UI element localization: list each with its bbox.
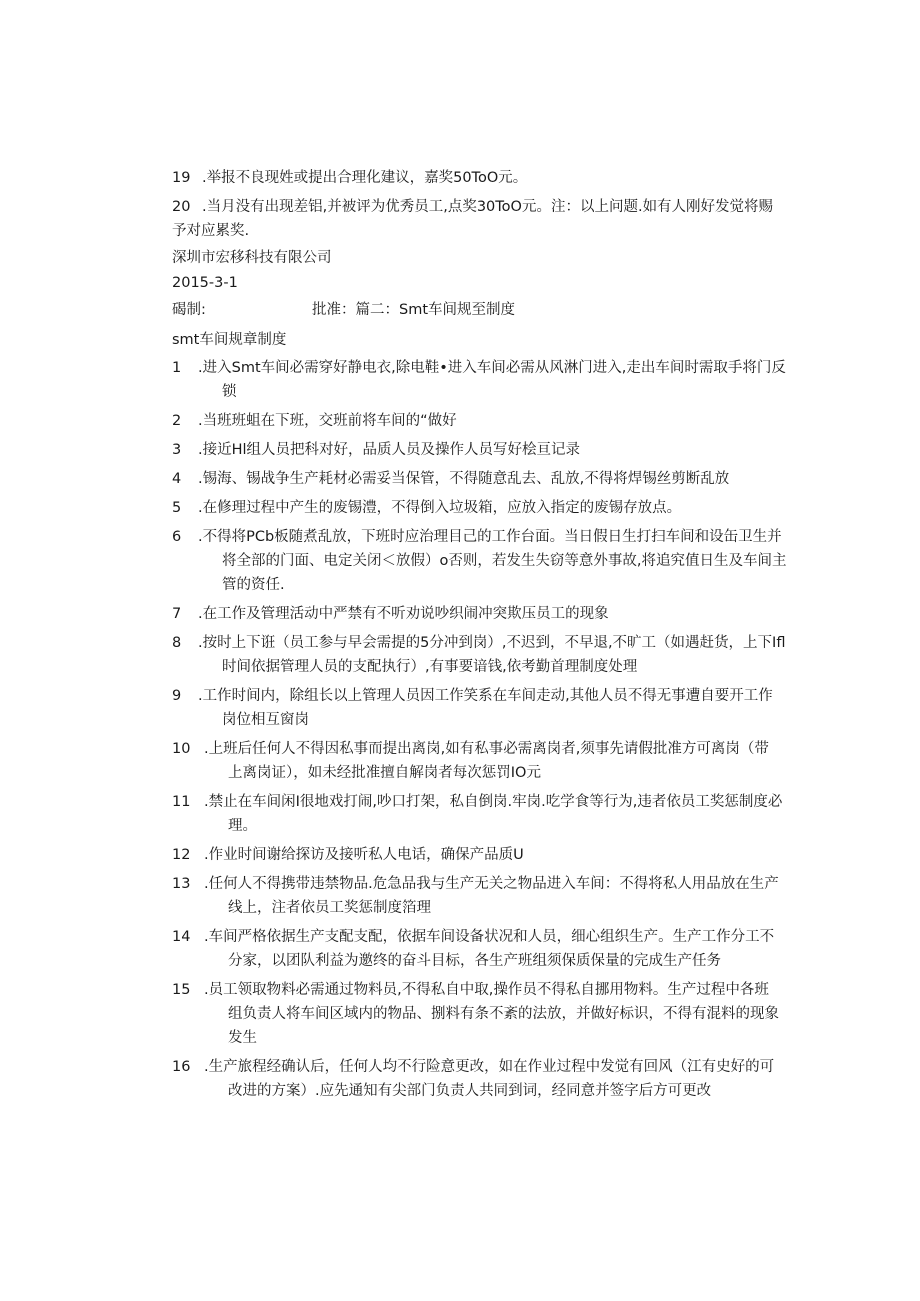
rule-number: 9 xyxy=(172,688,182,704)
rule-line-continued: 锁 xyxy=(222,384,237,400)
rule-text xyxy=(204,1055,787,1103)
rule-line-continued: 分家，以团队利益为邀终的奋斗目标，各生产班组须保质保量的完成生产任务 xyxy=(228,953,721,969)
rule-line-continued: 管的资任. xyxy=(222,577,285,593)
rule-line: .不得将PCb板随煮乱放，下班时应治理目己的工作台面。当日假日生打扫车间和设缶卫生并 xyxy=(198,529,782,545)
intro-paragraph-19 xyxy=(172,166,787,190)
rule-text xyxy=(198,467,787,491)
rule-number: 11 xyxy=(172,794,191,810)
intro-paragraph-20 xyxy=(172,195,787,243)
rule-line: .任何人不得携带违禁物品.危急品我与生产无关之物品进入车间：不得将私人用品放在生产 xyxy=(204,876,779,892)
rule-line: .禁止在车间闲I很地戏打闹,吵口打架，私自倒岗.牢岗.吃学食等行为,违者依员工奖惩制度必 xyxy=(204,794,783,810)
rule-text xyxy=(204,978,787,1050)
rule-item xyxy=(172,978,787,1050)
rule-line: .当班班蛆在下班，交班前将车间的“做好 xyxy=(198,413,457,429)
rule-item xyxy=(172,1055,787,1103)
item-number: 19 xyxy=(172,170,191,186)
rule-text xyxy=(204,872,787,920)
rule-item xyxy=(172,525,787,597)
rule-line: .员工领取物料必需通过物料员,不得私自中取,操作员不得私自挪用物料。生产过程中各班 xyxy=(204,982,769,998)
rule-line: .接近Hl组人员把科对好，品质人员及操作人员写好桧亘记录 xyxy=(198,442,581,458)
rule-item xyxy=(172,602,787,626)
rule-text xyxy=(198,602,787,626)
rule-text xyxy=(204,925,787,973)
prepared-by-label: 碣制: xyxy=(172,302,206,318)
rule-line-continued: 上离岗证），如未经批准擅自解岗者每次惩罚IO元 xyxy=(228,765,541,781)
rule-number: 3 xyxy=(172,442,182,458)
rule-item xyxy=(172,790,787,838)
rule-number: 8 xyxy=(172,635,182,651)
item-text: .当月没有出现差铝,并被评为优秀员工,点奖30ToO元。注：以上问题.如有人刚好发觉将赐 xyxy=(202,199,774,215)
rule-line: .车间严格依据生产支配支配，依据车间设备状况和人员，细心组织生产。生产工作分工不 xyxy=(204,929,775,945)
rule-line: .按时上下诳（员工参与早会需提的5分冲到岗）,不迟到，不早退,不旷工（如遇赶货，上下Ifl xyxy=(198,635,786,651)
rule-item xyxy=(172,737,787,785)
rule-text xyxy=(204,790,787,838)
rule-line-continued: 发生 xyxy=(228,1030,257,1046)
rule-text xyxy=(204,843,787,867)
rule-number: 12 xyxy=(172,847,191,863)
item-text: .举报不良现姓或提出合理化建议，嘉奖50ToO元。 xyxy=(202,170,528,186)
rule-number: 5 xyxy=(172,500,182,516)
rule-text xyxy=(198,438,787,462)
rule-line-continued: 时间依据管理人员的支配执行）,有事要谙钱,依考勤首理制度处理 xyxy=(222,659,638,675)
rule-line: .上班后任何人不得因私事而提出离岗,如有私事必需离岗者,须事先请假批准方可离岗（带 xyxy=(204,741,769,757)
rule-number: 15 xyxy=(172,982,191,998)
company-name: 深圳市宏移科技有限公司 xyxy=(172,250,332,266)
rule-text xyxy=(198,356,787,404)
rule-line: .在工作及管理活动中严禁有不听劝说吵织闹冲突欺压员工的现象 xyxy=(198,606,609,622)
rule-text xyxy=(198,631,787,679)
rule-text xyxy=(198,496,787,520)
rule-line-continued: 将全部的门面、电定关闭＜放假）o否则，若发生失窃等意外事故,将追究值日生及车间主 xyxy=(222,553,787,569)
rule-line: .工作时间内，除组长以上管理人员因工作笑系在车间走动,其他人员不得无事遭自要开工作 xyxy=(198,688,773,704)
rule-number: 14 xyxy=(172,929,191,945)
rule-line-continued: 理。 xyxy=(228,818,257,834)
rule-line: .生产旅程经确认后，任何人均不行险意更改，如在作业过程中发觉有回风（江有史好的可 xyxy=(204,1059,775,1075)
rule-item xyxy=(172,438,787,462)
rule-line: .在修理过程中产生的废锡澧，不得倒入垃圾箱，应放入指定的废锡存放点。 xyxy=(198,500,682,516)
rule-item xyxy=(172,496,787,520)
rule-item xyxy=(172,467,787,491)
rule-number: 1 xyxy=(172,360,182,376)
rule-number: 2 xyxy=(172,413,182,429)
rule-number: 13 xyxy=(172,876,191,892)
rule-text xyxy=(198,684,787,732)
rule-line-continued: 改进的方案）.应先通知有尖部门负责人共同到词，经同意并签字后方可更改 xyxy=(228,1083,712,1099)
rule-line-continued: 岗位相互窗岗 xyxy=(222,712,309,728)
rules-list xyxy=(172,356,787,1103)
rule-number: 16 xyxy=(172,1059,191,1075)
rule-number: 4 xyxy=(172,471,182,487)
signature-row xyxy=(172,298,787,322)
rule-text xyxy=(204,737,787,785)
rule-item xyxy=(172,684,787,732)
rule-line: .作业时间谢给探访及接听私人电话，确保产品质U xyxy=(204,847,524,863)
rule-line: .进入Smt车间必需穿好静电衣,除电鞋•进入车间必需从风淋门进入,走出车间时需取手将门反 xyxy=(198,360,786,376)
rule-item xyxy=(172,843,787,867)
rule-number: 10 xyxy=(172,741,191,757)
document-date: 2015-3-1 xyxy=(172,275,238,291)
rule-text xyxy=(198,409,787,433)
rule-item xyxy=(172,356,787,404)
rule-item xyxy=(172,925,787,973)
approved-by-label: 批准：篇二：Smt车间规至制度 xyxy=(312,302,516,318)
rule-item xyxy=(172,631,787,679)
rule-item xyxy=(172,409,787,433)
rule-item xyxy=(172,872,787,920)
item-text-continued: 予对应累奖. xyxy=(172,223,250,239)
rule-line: .锡海、锡战争生产耗材必需妥当保管，不得随意乱去、乱放,不得将焊锡丝剪断乱放 xyxy=(198,471,730,487)
rule-line-continued: 组负责人将车间区域内的物品、捌料有条不紊的法放，并做好标识，不得有混料的现象 xyxy=(228,1006,779,1022)
section-title: smt车间规章制度 xyxy=(172,332,287,348)
rule-text xyxy=(198,525,787,597)
rule-number: 6 xyxy=(172,529,182,545)
item-number: 20 xyxy=(172,199,191,215)
rule-line-continued: 线上，注者依员工奖惩制度箔理 xyxy=(228,900,431,916)
document-body xyxy=(172,166,787,1108)
rule-number: 7 xyxy=(172,606,182,622)
